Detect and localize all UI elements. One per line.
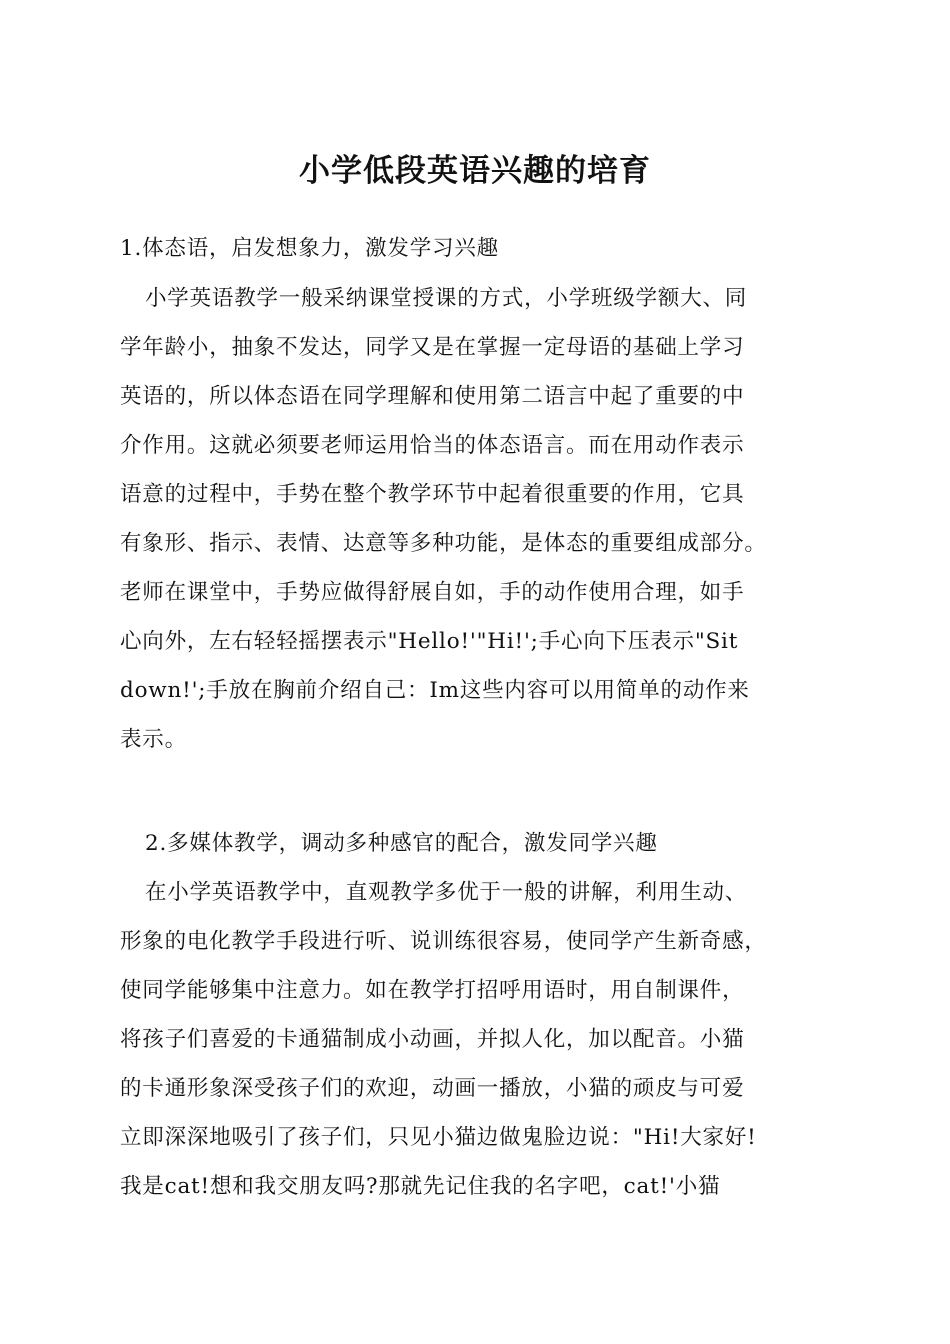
section-1-line-9: down!';手放在胸前介绍自己：Im这些内容可以用简单的动作来: [120, 678, 750, 703]
document-title: 小学低段英语兴趣的培育: [299, 153, 651, 189]
section-2-line-5: 的卡通形象深受孩子们的欢迎，动画一播放，小猫的顽皮与可爱: [120, 1076, 745, 1101]
section-2-line-2: 形象的电化教学手段进行听、说训练很容易，使同学产生新奇感，: [120, 929, 767, 954]
section-1-line-10: 表示。: [120, 727, 187, 752]
section-2-line-4: 将孩子们喜爱的卡通猫制成小动画，并拟人化，加以配音。小猫: [120, 1027, 745, 1052]
section-2-line-6: 立即深深地吸引了孩子们，只见小猫边做鬼脸边说："Hi!大家好!: [120, 1125, 757, 1150]
section-1-line-6: 有象形、指示、表情、达意等多种功能，是体态的重要组成部分。: [120, 531, 767, 556]
section-1-line-4: 介作用。这就必须要老师运用恰当的体态语言。而在用动作表示: [120, 433, 745, 458]
section-1-line-1: 小学英语教学一般采纳课堂授课的方式，小学班级学额大、同: [145, 286, 748, 311]
section-2-line-7: 我是cat!想和我交朋友吗?那就先记住我的名字吧，cat!'小猫: [120, 1174, 721, 1199]
section-1-line-3: 英语的，所以体态语在同学理解和使用第二语言中起了重要的中: [120, 384, 745, 409]
section-1-line-7: 老师在课堂中，手势应做得舒展自如，手的动作使用合理，如手: [120, 580, 745, 605]
section-1-line-8: 心向外，左右轻轻摇摆表示"Hello!'"Hi!';手心向下压表示"Sit: [120, 629, 739, 654]
section-2-line-3: 使同学能够集中注意力。如在教学打招呼用语时，用自制课件，: [120, 978, 745, 1003]
section-1-line-2: 学年龄小，抽象不发达，同学又是在掌握一定母语的基础上学习: [120, 335, 745, 360]
section-2-heading: 2.多媒体教学，调动多种感官的配合，激发同学兴趣: [145, 831, 658, 856]
section-1-heading: 1.体态语，启发想象力，激发学习兴趣: [120, 236, 499, 261]
section-2-line-1: 在小学英语教学中，直观教学多优于一般的讲解，利用生动、: [145, 880, 748, 905]
section-1-line-5: 语意的过程中，手势在整个教学环节中起着很重要的作用，它具: [120, 482, 745, 507]
